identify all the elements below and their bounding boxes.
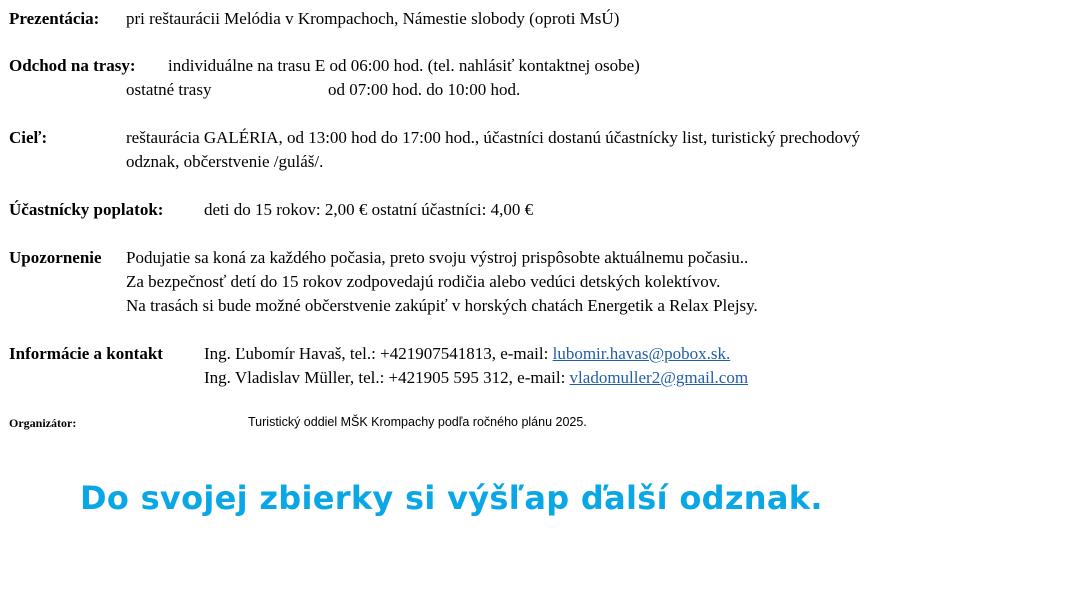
- kontakt-person1-text: Ing. Ľubomír Havaš, tel.: +421907541813, e-mail:: [204, 344, 549, 363]
- poplatok-label: Účastnícky poplatok:: [9, 200, 164, 219]
- upozornenie-line1: Podujatie sa koná za každého počasia, preto svoju výstroj prispôsobte aktuálnemu počasiu..: [126, 248, 749, 267]
- ciel-line1: reštaurácia GALÉRIA, od 13:00 hod do 17:00 hod., účastníci dostanú účastnícky list, turistický prechodový: [126, 128, 861, 147]
- poplatok-text: deti do 15 rokov: 2,00 € ostatní účastníci: 4,00 €: [204, 200, 534, 219]
- odchod-line1: individuálne na trasu E od 06:00 hod. (tel. nahlásiť kontaktnej osobe): [168, 56, 640, 75]
- email-link-muller[interactable]: vladomuller2@gmail.com: [569, 368, 749, 387]
- prezentacia-label: Prezentácia:: [9, 9, 100, 28]
- kontakt-person2: [204, 368, 748, 388]
- upozornenie-line3: Na trasách si bude možné občerstvenie zakúpiť v horských chatách Energetik a Relax Plejsy.: [126, 296, 758, 315]
- prezentacia-text: pri reštaurácii Melódia v Krompachoch, Námestie slobody (oproti MsÚ): [126, 9, 620, 28]
- ciel-line2: odznak, občerstvenie /guláš/.: [126, 152, 324, 171]
- organizator-label: Organizátor:: [9, 416, 77, 430]
- upozornenie-label: Upozornenie: [9, 248, 102, 267]
- odchod-label: Odchod na trasy:: [9, 56, 136, 75]
- organizator-text: Turistický oddiel MŠK Krompachy podľa ročného plánu 2025.: [248, 415, 587, 429]
- kontakt-label: Informácie a kontakt: [9, 344, 163, 363]
- odchod-line2-label: ostatné trasy: [126, 80, 212, 99]
- odchod-line2-time: od 07:00 hod. do 10:00 hod.: [328, 80, 521, 99]
- kontakt-person1: [204, 344, 730, 364]
- kontakt-person2-text: Ing. Vladislav Müller, tel.: +421905 595 312, e-mail:: [204, 368, 566, 387]
- ciel-label: Cieľ:: [9, 128, 48, 147]
- email-link-havas[interactable]: lubomir.havas@pobox.sk.: [552, 344, 731, 363]
- slogan-banner: Do svojej zbierky si výšľap ďalší odznak.: [80, 479, 823, 517]
- upozornenie-line2: Za bezpečnosť detí do 15 rokov zodpovedajú rodičia alebo vedúci detských kolektívov.: [126, 272, 721, 291]
